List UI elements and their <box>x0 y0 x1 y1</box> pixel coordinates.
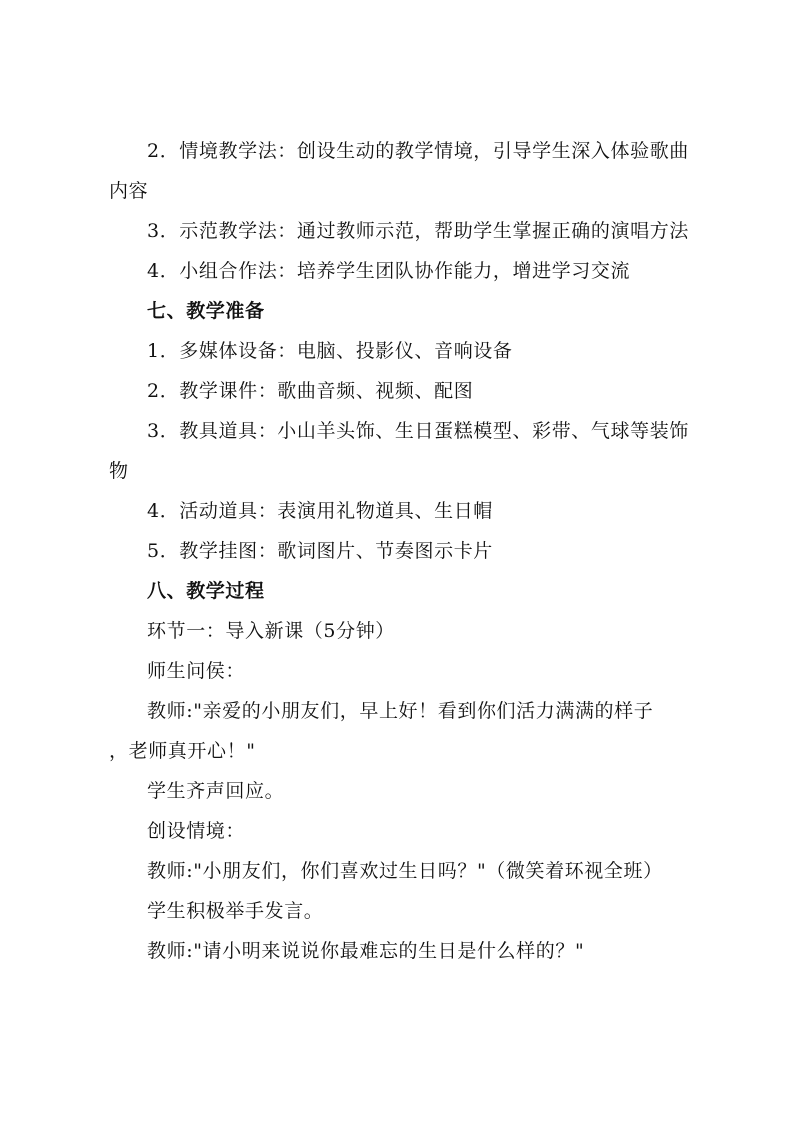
step-one-title: 环节一：导入新课（5分钟） <box>147 620 395 642</box>
teacher-greeting-continued: ，老师真开心！" <box>109 740 256 762</box>
scenario-label: 创设情境： <box>147 820 246 842</box>
prep-multimedia: 1．多媒体设备：电脑、投影仪、音响设备 <box>147 340 513 362</box>
prep-wall-charts: 5．教学挂图：歌词图片、节奏图示卡片 <box>147 540 493 562</box>
greeting-label: 师生问侯： <box>147 660 246 682</box>
prep-props: 3．教具道具：小山羊头饰、生日蛋糕模型、彩带、气球等装饰物 <box>109 420 689 482</box>
prep-courseware: 2．教学课件：歌曲音频、视频、配图 <box>147 380 474 402</box>
student-response: 学生齐声回应。 <box>147 780 285 802</box>
document-body <box>109 131 695 971</box>
teacher-greeting: 教师:"亲爱的小朋友们，早上好！看到你们活力满满的样子 <box>147 700 654 722</box>
teacher-question-memorable: 教师:"请小明来说说你最难忘的生日是什么样的？" <box>147 940 585 962</box>
section-heading-process: 八、教学过程 <box>147 580 265 602</box>
method-situational: 2．情境教学法：创设生动的教学情境，引导学生深入体验歌曲内容 <box>109 140 689 202</box>
student-raise-hands: 学生积极举手发言。 <box>147 900 324 922</box>
method-demonstration: 3．示范教学法：通过教师示范，帮助学生掌握正确的演唱方法 <box>147 220 689 242</box>
prep-activity-props: 4．活动道具：表演用礼物道具、生日帽 <box>147 500 493 522</box>
teacher-question-birthday: 教师:"小朋友们，你们喜欢过生日吗？"（微笑着环视全班） <box>147 860 663 882</box>
method-group: 4．小组合作法：培养学生团队协作能力，增进学习交流 <box>147 260 631 282</box>
section-heading-preparation: 七、教学准备 <box>147 300 265 322</box>
